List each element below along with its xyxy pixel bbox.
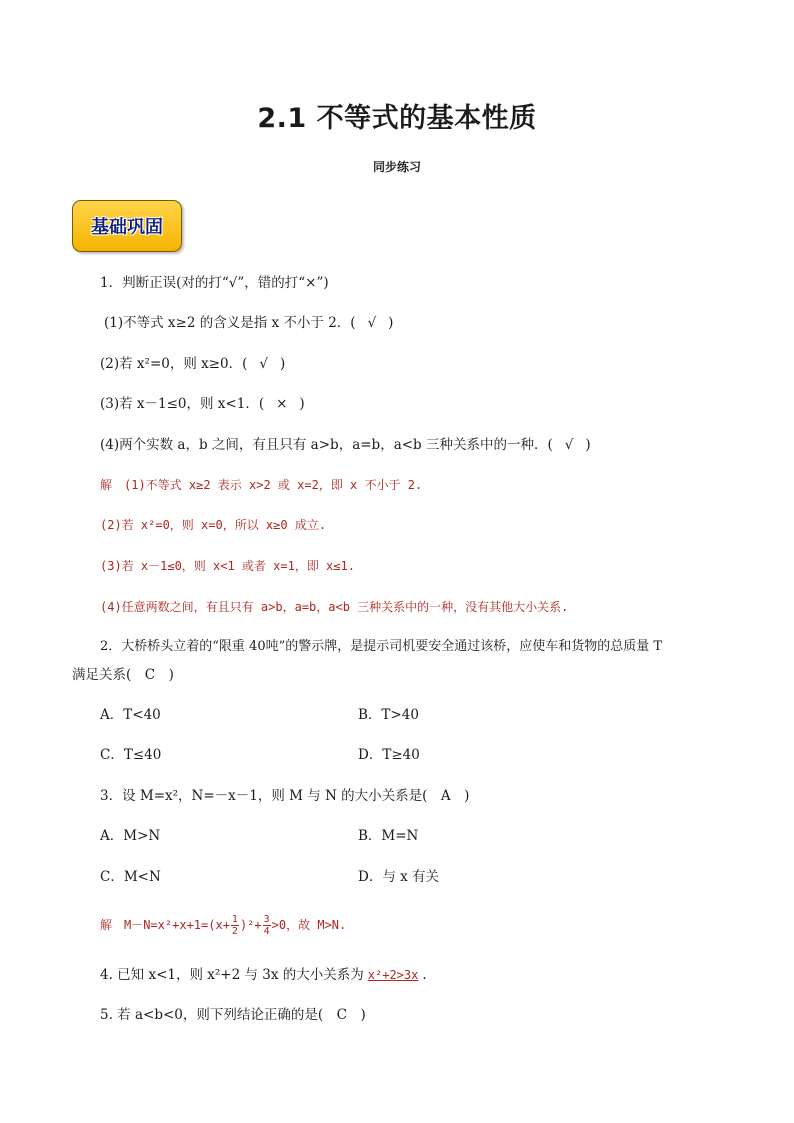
q2-stem-line1: 2．大桥桥头立着的“限重 40吨”的警示牌，是提示司机要安全通过该桥，应使车和货物的总质量 T (100, 639, 663, 654)
q4-stem: 4. 已知 x<1，则 x²+2 与 3x 的大小关系为 x²+2>3x . (100, 967, 427, 983)
q1-item-4: (4)两个实数 a，b 之间，有且只有 a>b，a=b，a<b 三种关系中的一种．( √ ) (100, 437, 591, 453)
q3-option-c: C．M<N (100, 869, 161, 885)
q1-item-2: (2)若 x²=0，则 x≥0．( √ ) (100, 356, 286, 372)
q1-item-1: (1)不等式 x≥2 的含义是指 x 不小于 2．( √ ) (104, 315, 394, 331)
q5-stem: 5. 若 a<b<0，则下列结论正确的是( C ) (100, 1007, 366, 1023)
q3-option-a: A．M>N (100, 828, 161, 844)
q3-option-d: D．与 x 有关 (358, 869, 440, 885)
page-subtitle: 同步练习 (372, 160, 421, 174)
q3-fraction-three-quarters: $\frac{3}{4}$ (263, 914, 270, 937)
section-badge-label: 基础巩固 (91, 217, 163, 238)
q3-option-b: B．M=N (358, 828, 419, 844)
q3-fraction-half: $\frac{1}{2}$ (231, 914, 238, 937)
q4-answer-blank: x²+2>3x (367, 968, 419, 982)
q2-option-c: C．T≤40 (100, 747, 162, 763)
q2-stem-line2: 满足关系( C ) (72, 667, 174, 683)
q2-option-b: B．T>40 (358, 707, 419, 723)
q1-solution-3: (3)若 x－1≤0，则 x<1 或者 x=1，即 x≤1. (100, 559, 355, 573)
q3-solution: 解 M－N=x²+x+1=(x+ $\frac{1}{2}$ )²+ $\frac{3}{4}$ >0，故 M>N. (100, 914, 347, 937)
q1-solution-1: 解 (1)不等式 x≥2 表示 x>2 或 x=2，即 x 不小于 2. (100, 478, 423, 492)
q1-stem: 1．判断正误(对的打“√”，错的打“×”) (100, 275, 329, 291)
q1-solution-2: (2)若 x²=0，则 x=0，所以 x≥0 成立. (100, 518, 327, 532)
q1-solution-4: (4)任意两数之间，有且只有 a>b，a=b，a<b 三种关系中的一种，没有其他大小关系. (100, 600, 569, 614)
q1-item-4-mark: √ (564, 437, 574, 453)
q2-option-d: D．T≥40 (358, 747, 420, 763)
q2-option-a: A．T<40 (100, 707, 161, 723)
q3-stem: 3．设 M=x²，N=－x－1，则 M 与 N 的大小关系是( A ) (100, 788, 470, 804)
q1-item-3: (3)若 x－1≤0，则 x<1．( × ) (100, 396, 305, 412)
section-badge (72, 200, 182, 252)
q1-item-3-mark: × (276, 396, 288, 412)
q1-item-2-mark: √ (259, 356, 269, 372)
page-title: 2.1 不等式的基本性质 (257, 103, 537, 134)
q1-item-1-mark: √ (367, 315, 377, 331)
